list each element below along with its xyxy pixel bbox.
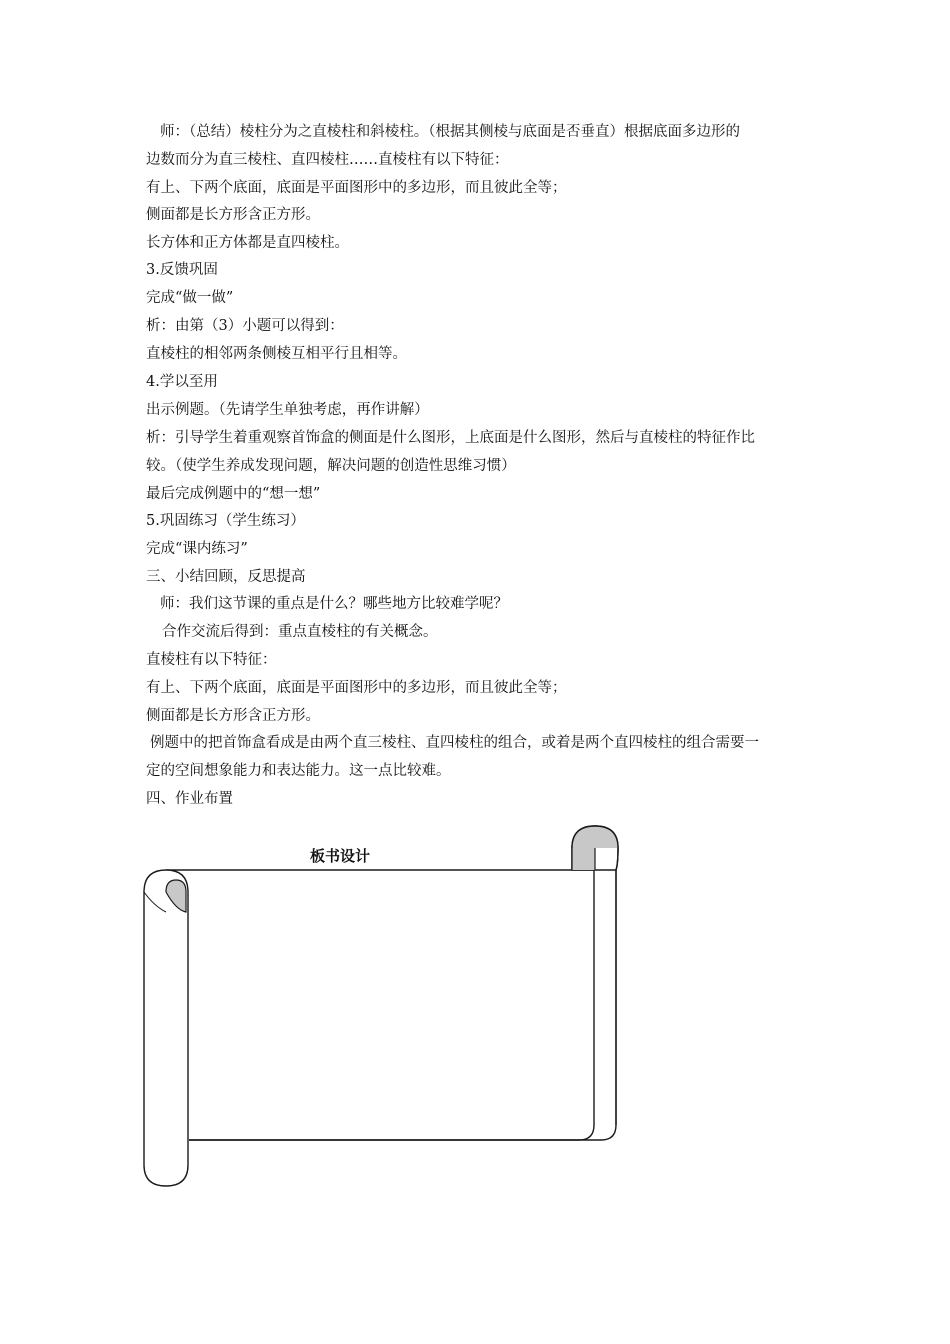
- paragraph-line: 较。（使学生养成发现问题，解决问题的创造性思维习惯）: [146, 458, 516, 474]
- section-heading: 4.学以至用: [146, 374, 218, 390]
- paragraph-line: 完成“课内练习”: [146, 541, 248, 557]
- scroll-banner-illustration: [140, 820, 622, 1192]
- paragraph-line: 最后完成例题中的“想一想”: [146, 486, 321, 502]
- scroll-sheet: [166, 870, 594, 1140]
- paragraph-line: 侧面都是长方形含正方形。: [146, 207, 320, 223]
- paragraph-line: 完成“做一做”: [146, 290, 234, 306]
- paragraph-line: 出示例题。（先请学生单独考虑，再作讲解）: [146, 402, 429, 418]
- paragraph-line: 析：由第（3）小题可以得到：: [146, 318, 344, 334]
- paragraph-line: 边数而分为直三棱柱、直四棱柱……直棱柱有以下特征：: [146, 152, 509, 168]
- paragraph-line: 长方体和正方体都是直四棱柱。: [146, 235, 349, 251]
- section-heading: 三、小结回顾，反思提高: [146, 569, 306, 585]
- paragraph-line: 侧面都是长方形含正方形。: [146, 708, 320, 724]
- paragraph-line: 例题中的把首饰盒看成是由两个直三棱柱、直四棱柱的组合，或着是两个直四棱柱的组合需要一: [150, 735, 759, 751]
- scroll-left-roll: [144, 870, 188, 1186]
- section-heading: 5.巩固练习（学生练习）: [146, 513, 305, 529]
- paragraph-line: 师：（总结）棱柱分为之直棱柱和斜棱柱。（根据其侧棱与底面是否垂直）根据底面多边形的: [160, 124, 740, 140]
- section-heading: 四、作业布置: [146, 791, 233, 807]
- section-heading: 3.反馈巩固: [146, 262, 218, 278]
- paragraph-line: 定的空间想象能力和表达能力。这一点比较难。: [146, 763, 451, 779]
- board-design-title: 板书设计: [310, 847, 371, 865]
- paragraph-line: 师：我们这节课的重点是什么？哪些地方比较难学呢？: [160, 596, 508, 612]
- paragraph-line: 直棱柱有以下特征：: [146, 652, 277, 668]
- paragraph-line: 有上、下两个底面，底面是平面图形中的多边形，而且彼此全等；: [146, 680, 567, 696]
- paragraph-line: 直棱柱的相邻两条侧棱互相平行且相等。: [146, 346, 407, 362]
- paragraph-line: 析：引导学生着重观察首饰盒的侧面是什么图形，上底面是什么图形，然后与直棱柱的特征作比: [146, 430, 755, 446]
- paragraph-line: 合作交流后得到：重点直棱柱的有关概念。: [162, 624, 438, 640]
- paragraph-line: 有上、下两个底面，底面是平面图形中的多边形，而且彼此全等；: [146, 180, 567, 196]
